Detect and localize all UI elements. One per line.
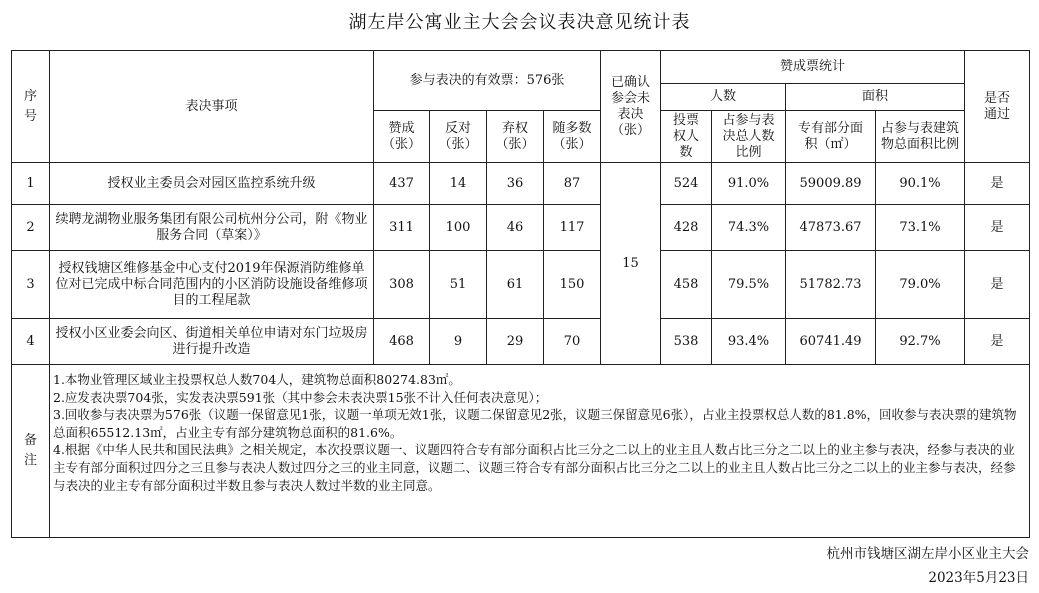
row-approve: 468 [374,319,430,365]
row-area: 47873.67 [786,205,876,251]
header-passed: 是否通过 [965,51,1030,163]
row-majority: 150 [544,251,601,319]
note-line: 1.本物业管理区域业主投票权总人数704人，建筑物总面积80274.83㎡。 [53,372,461,387]
row-approve: 308 [374,251,430,319]
row-approve: 311 [374,205,430,251]
page-title: 湖左岸公寓业主大会会议表决意见统计表 [348,12,691,33]
header-confirmed: 已确认参会未表决（张） [601,51,661,163]
vote-statistics-table [11,50,1030,538]
header-people: 人数 [661,84,786,111]
header-approve-stats: 赞成票统计 [661,51,965,84]
header-exclusive-area: 专有部分面积（㎡） [786,111,876,163]
row-people: 458 [661,251,712,319]
footer-date: 2023年5月23日 [928,570,1029,586]
row-area-ratio: 79.0% [876,251,965,319]
row-people-ratio: 74.3% [712,205,786,251]
row-passed: 是 [965,319,1030,365]
row-passed: 是 [965,163,1030,205]
header-voting-people: 投票权人数 [661,111,712,163]
note-line: 3.回收参与表决票为576张（议题一保留意见1张，议题一单项无效1张，议题二保留意见2张，议题三保留意见6张），占业主投票权总人数的81.8%，回收参与表决票的建筑物总面积65512.13㎡，占业主专有部分建筑物总面积的81.6%。 [53,407,1017,440]
row-majority: 70 [544,319,601,365]
header-approve: 赞成（张） [374,111,430,163]
row-oppose: 100 [430,205,487,251]
row-approve: 437 [374,163,430,205]
row-item: 授权业主委员会对园区监控系统升级 [50,163,374,205]
row-area: 60741.49 [786,319,876,365]
row-oppose: 14 [430,163,487,205]
row-area-ratio: 90.1% [876,163,965,205]
notes-row [12,365,1030,538]
row-oppose: 9 [430,319,487,365]
row-people: 428 [661,205,712,251]
row-area: 51782.73 [786,251,876,319]
row-area-ratio: 73.1% [876,205,965,251]
header-area-ratio: 占参与表建筑物总面积比例 [876,111,965,163]
row-item: 授权钱塘区维修基金中心支付2019年保源消防维修单位对已完成中标合同范围内的小区消防设施设备维修项目的工程尾款 [50,251,374,319]
table-row [12,319,1030,365]
row-abstain: 36 [487,163,544,205]
table-row [12,205,1030,251]
row-seq: 2 [12,205,50,251]
row-seq: 3 [12,251,50,319]
table-row [12,251,1030,319]
row-abstain: 46 [487,205,544,251]
row-people-ratio: 93.4% [712,319,786,365]
row-oppose: 51 [430,251,487,319]
confirmed-not-voted: 15 [601,163,661,365]
notes-content [50,365,1030,538]
row-seq: 1 [12,163,50,205]
row-passed: 是 [965,251,1030,319]
header-abstain: 弃权（张） [487,111,544,163]
row-area-ratio: 92.7% [876,319,965,365]
row-people-ratio: 91.0% [712,163,786,205]
row-area: 59009.89 [786,163,876,205]
row-people-ratio: 79.5% [712,251,786,319]
header-area: 面积 [786,84,965,111]
note-line: 2.应发表决票704张，实发表决票591张（其中参会未表决票15张不计入任何表决意见）； [53,389,548,405]
table-row [12,163,1030,205]
row-majority: 87 [544,163,601,205]
row-abstain: 61 [487,251,544,319]
header-valid-votes: 参与表决的有效票：576张 [374,51,601,111]
header-majority: 随多数（张） [544,111,601,163]
note-line: 4.根据《中华人民共和国民法典》之相关规定，本次投票议题一、议题四符合专有部分面积占比三分之二以上的业主且人数占比三分之二以上的业主参与表决，经参与表决的业主专有部分面积过四分之三且参与表决人数过四分之三的业主同意，议题二、议题三符合专有部分面积占比三分之二以上的业主且人数占比三分之二以上的业主参与表决，经参与表决的业主专有部分面积过半数且参与表决人数过半数的业主同意。 [53,442,1016,493]
header-item: 表决事项 [50,51,374,163]
row-majority: 117 [544,205,601,251]
notes-label: 备注 [12,365,50,538]
row-seq: 4 [12,319,50,365]
row-passed: 是 [965,205,1030,251]
header-seq: 序号 [12,51,50,163]
row-people: 524 [661,163,712,205]
header-people-ratio: 占参与表决总人数比例 [712,111,786,163]
row-item: 续聘龙湖物业服务集团有限公司杭州分公司，附《物业服务合同（草案）》 [50,205,374,251]
row-abstain: 29 [487,319,544,365]
header-oppose: 反对（张） [430,111,487,163]
footer-organization: 杭州市钱塘区湖左岸小区业主大会 [826,546,1029,562]
row-people: 538 [661,319,712,365]
row-item: 授权小区业委会向区、街道相关单位申请对东门垃圾房进行提升改造 [50,319,374,365]
